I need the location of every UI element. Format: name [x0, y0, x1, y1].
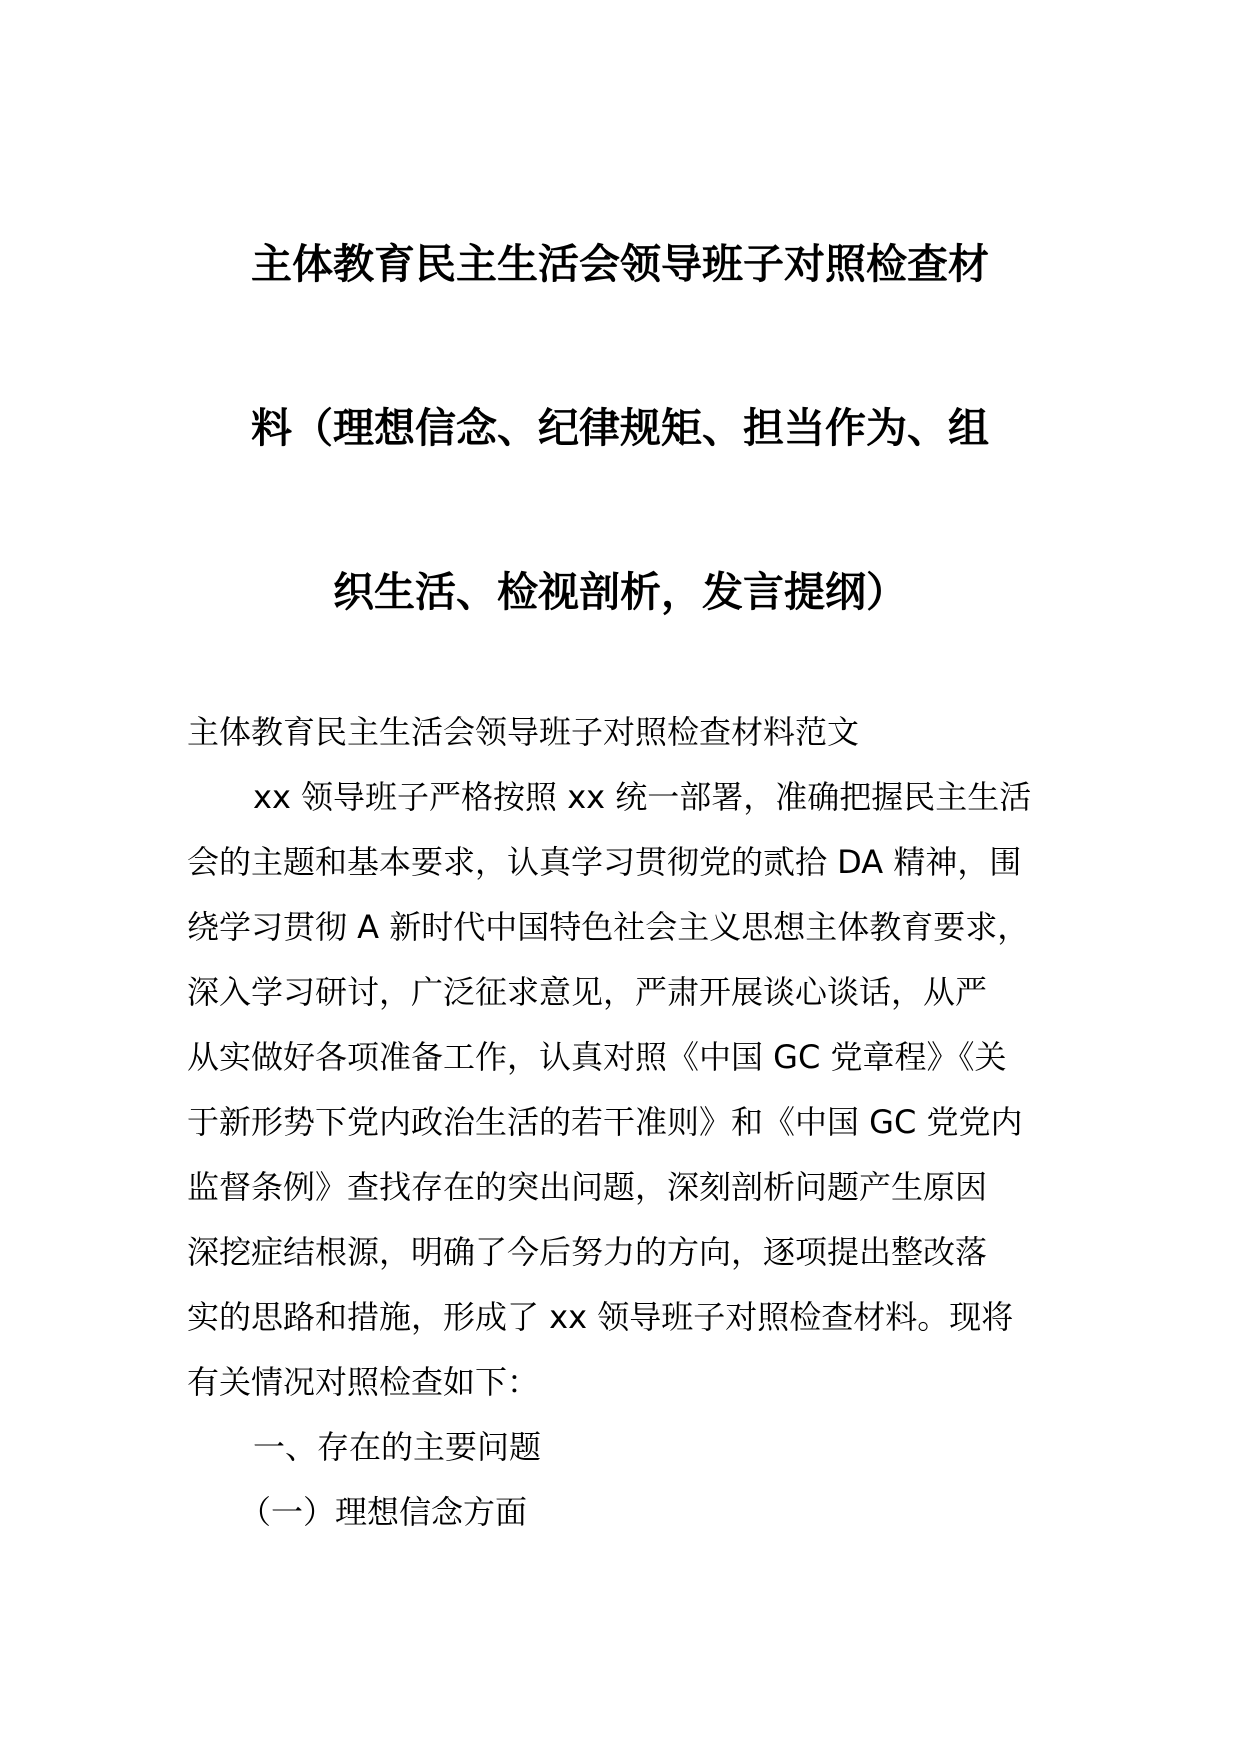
paragraph-line: 绕学习贯彻 A 新时代中国特色社会主义思想主体教育要求，: [187, 908, 1030, 946]
paragraph-line: 深挖症结根源，明确了今后努力的方向，逐项提出整改落: [187, 1233, 988, 1271]
subsection-heading: （一）理想信念方面: [239, 1493, 528, 1531]
subtitle: 主体教育民主生活会领导班子对照检查材料范文: [187, 713, 860, 751]
title-line: 料（理想信念、纪律规矩、担当作为、组: [251, 404, 989, 452]
title-line: 主体教育民主生活会领导班子对照检查材: [251, 240, 989, 288]
paragraph-line: 监督条例》查找存在的突出问题，深刻剖析问题产生原因: [187, 1168, 988, 1206]
title-line: 织生活、检视剖析，发言提纲）: [333, 568, 907, 616]
paragraph-line: 有关情况对照检查如下：: [187, 1363, 540, 1401]
paragraph-line: 深入学习研讨，广泛征求意见，严肃开展谈心谈话，从严: [187, 973, 988, 1011]
paragraph-line: 会的主题和基本要求，认真学习贯彻党的贰拾 DA 精神，围: [187, 843, 1022, 881]
paragraph-line: 从实做好各项准备工作，认真对照《中国 GC 党章程》《关: [187, 1038, 1007, 1076]
document-title: [150, 182, 1090, 674]
paragraph-line: 于新形势下党内政治生活的若干准则》和《中国 GC 党党内: [187, 1103, 1023, 1141]
paragraph-line: 实的思路和措施，形成了 xx 领导班子对照检查材料。现将: [187, 1298, 1014, 1336]
paragraph-line: xx 领导班子严格按照 xx 统一部署，准确把握民主生活: [253, 778, 1032, 816]
section-heading: 一、存在的主要问题: [253, 1428, 542, 1466]
intro-paragraph: [187, 765, 1067, 1415]
document-body: [187, 700, 1067, 1545]
